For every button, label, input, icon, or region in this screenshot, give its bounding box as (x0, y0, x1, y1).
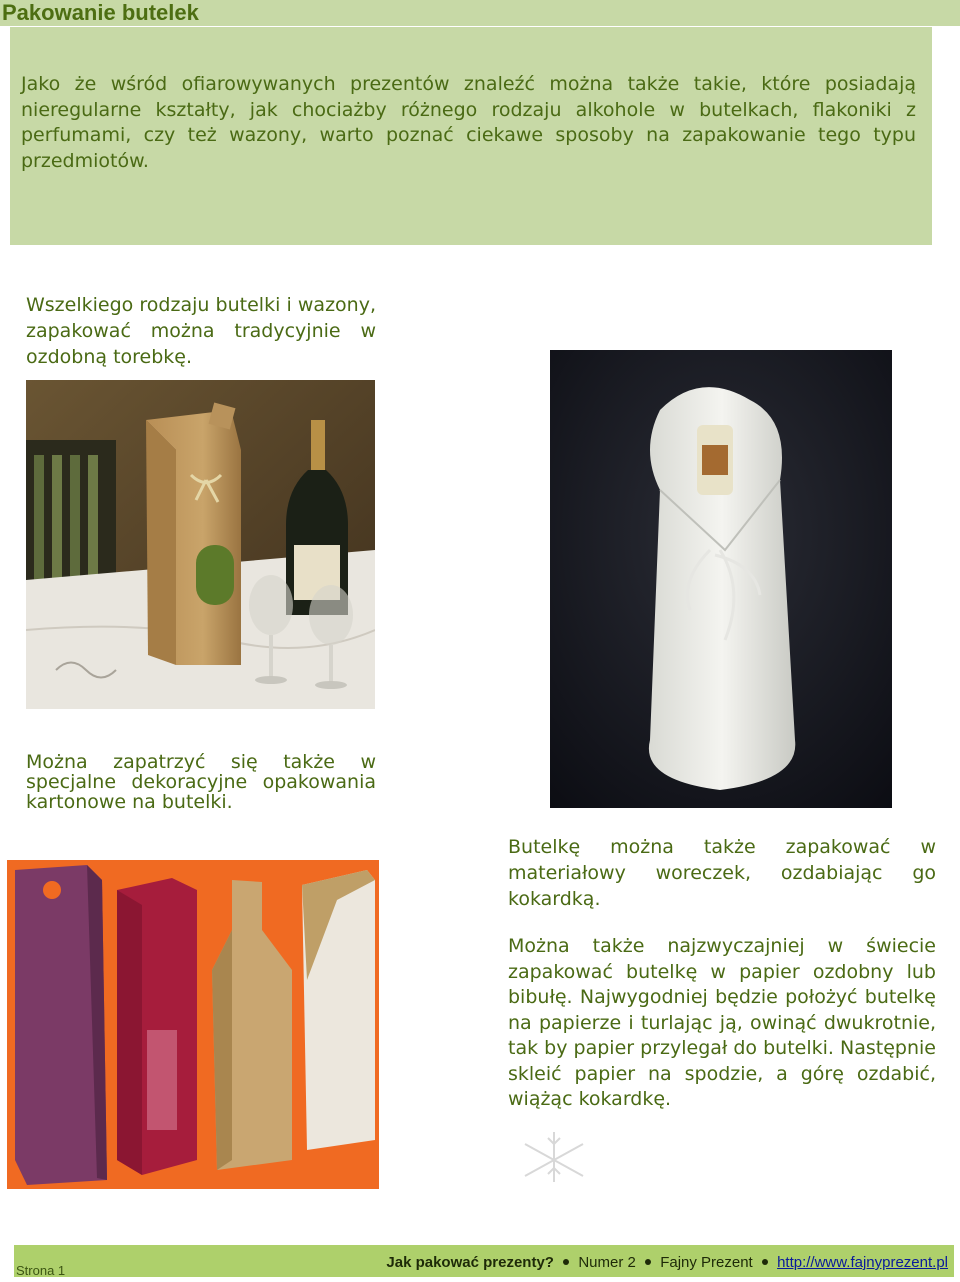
brand-name: Fajny Prezent (660, 1254, 753, 1271)
page-title: Pakowanie butelek (0, 0, 960, 26)
paragraph-fabric-pouch: Butelkę można także zapakować w materiałowy woreczek, ozdabiając go kokardką. (508, 836, 936, 910)
snowflake-icon (515, 1130, 593, 1186)
paragraph-wrapping-paper: Można także najzwyczajniej w świecie zapakować butelkę w papier ozdobny lub bibułę. Najwygodniej będzie położyć butelkę na papierze i turlając ją, owinąć dwukrotnie, tak by papier przylegał do butelki. Następnie skleić papier na spodzie, a górę ozdabić, wiążąc kokardkę. (508, 935, 936, 1110)
footer-info (386, 1254, 948, 1271)
page-number: Strona 1 (16, 1263, 66, 1278)
photo-bottle-bag (26, 380, 375, 709)
issue-number: Numer 2 (578, 1254, 636, 1271)
bullet-icon (645, 1259, 651, 1265)
publication-title: Jak pakować prezenty? (386, 1254, 554, 1271)
bullet-icon (762, 1259, 768, 1265)
intro-paragraph: Jako że wśród ofiarowywanych prezentów znaleźć można także takie, które posiadają nieregularne kształty, jak chociażby różnego rodzaju alkohole w butelkach, flakoniki z perfumami, czy też wazony, warto poznać ciekawe sposoby na zapakowanie tego typu przedmiotów. (21, 73, 916, 172)
bullet-icon (563, 1259, 569, 1265)
photo-bottle-pouch (550, 350, 892, 808)
paragraph-gift-bag: Wszelkiego rodzaju butelki i wazony, zapakować można tradycyjnie w ozdobną torebkę. (26, 294, 376, 368)
website-link[interactable]: http://www.fajnyprezent.pl (777, 1254, 948, 1271)
photo-cardboard-boxes (7, 860, 379, 1189)
paragraph-cardboard-boxes: Można zapatrzyć się także w specjalne dekoracyjne opakowania kartonowe na butelki. (26, 751, 376, 813)
page-footer (14, 1245, 954, 1277)
